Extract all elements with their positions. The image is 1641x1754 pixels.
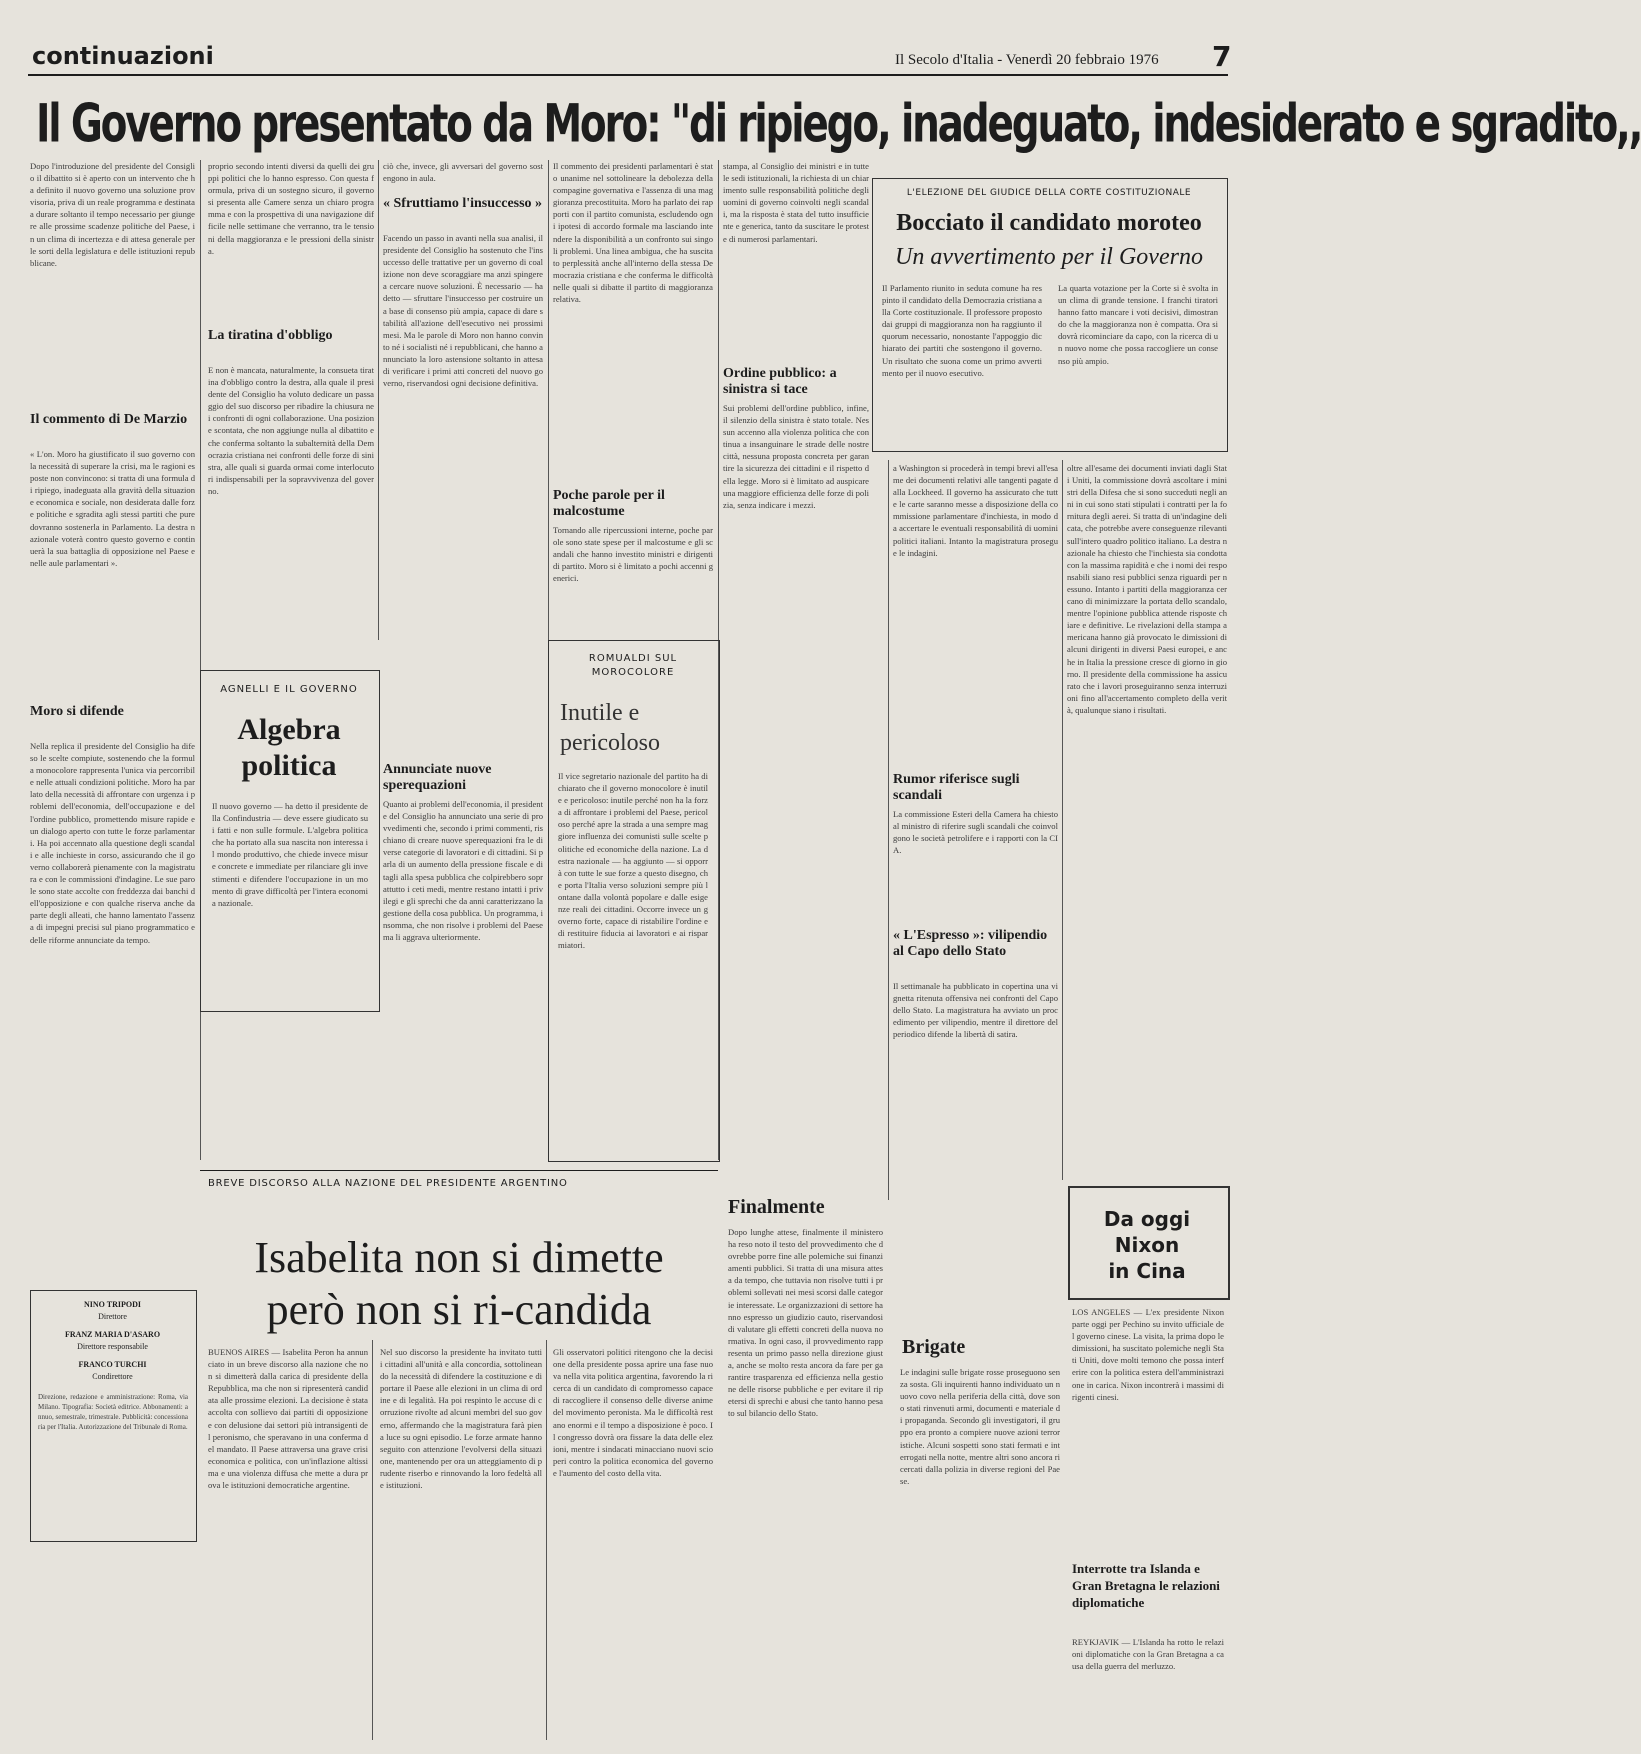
colophon-role: Direttore responsabile <box>77 1342 148 1351</box>
column-divider <box>372 1340 373 1740</box>
article-text: a Washington si procederà in tempi brevi all'esame dei documenti relativi alle tangenti pagate dalla Lockheed. Il governo ha assicurato che tutte le carte saranno messe a disposizione della commissione parlamentare d'inchiesta, in modo da accertare le eventuali responsabilità di uomini politici italiani. Intanto la magistratura prosegue le indagini. <box>893 463 1058 558</box>
article-text: Dopo l'introduzione del presidente del Consiglio il dibattito si è aperto con un intervento che ha definito il nuovo governo una soluzione provvisoria, priva di un reale programma e destinata a durare soltanto il tempo necessario per giungere alle prossime scadenze politiche del Paese, in un clima di incertezza e di attesa generale per le sorti della legislatura e delle istituzioni repubblicane. <box>30 161 195 268</box>
subhead-commento: Il commento di De Marzio <box>30 412 188 427</box>
article-text: E non è mancata, naturalmente, la consueta tiratina d'obbligo contro la destra, alla quale il presidente del Consiglio ha voluto dedicare un passaggio del suo discorso per ribadire la chiusura nei confronti di ogni collaborazione. Una posizione scontata, che non aggiunge nulla al dibattito e che conferma soltanto la subalternità della Democrazia cristiana nei confronti delle forze di sinistra, alle quali si guarda ormai come interlocutori indispensabili per la sopravvivenza del governo. <box>208 365 374 496</box>
colophon-role: Condirettore <box>92 1372 133 1381</box>
article-text: oltre all'esame dei documenti inviati dagli Stati Uniti, la commissione dovrà ascoltare i ministri della Difesa che si sono succeduti negli anni in cui sono stati stipulati i contratti per la fornitura degli aerei. Si tratta di un'indagine delicata, che potrebbe avere conseguenze rilevanti sull'intero quadro politico italiano. La destra nazionale ha chiesto che l'inchiesta sia condotta con la massima rapidità e che i nomi dei responsabili siano resi pubblici senza riguardi per nessuno. Intanto i partiti della maggioranza cercano di minimizzare la portata dello scandalo, mentre l'opinione pubblica attende risposte chiare e definitive. Le rivelazioni della stampa americana hanno già provocato le dimissioni di alcuni dirigenti in diversi Paesi europei, e anche in Italia la pressione cresce di giorno in giorno. Il presidente della commissione ha assicurato che i lavori proseguiranno senza interruzioni fino all'accertamento completo della verità, qualunque siano i risultati. <box>1067 463 1227 715</box>
article-text: ciò che, invece, gli avversari del governo sostengono in aula. <box>383 161 543 184</box>
article-text: La quarta votazione per la Corte si è svolta in un clima di grande tensione. I franchi tiratori hanno fatto mancare i voti decisivi, dimostrando che la maggioranza non è compatta. Ora si dovrà ricominciare da capo, con la ricerca di un nuovo nome che possa raccogliere un consenso più ampio. <box>1058 283 1218 366</box>
isabelita-title-1: Isabelita non si dimette <box>254 1233 664 1282</box>
article-text: Il vice segretario nazionale del partito ha dichiarato che il governo monocolore è inutile e pericoloso: inutile perché non ha la forza di affrontare i problemi del Paese, pericoloso perché apre la strada a una sempre maggiore influenza dei comunisti sulle scelte politiche ed economiche della nazione. La destra nazionale — ha aggiunto — si opporrà con tutte le sue forze a questo disegno, che porta l'Italia verso soluzioni sempre più lontane dalla volontà popolare e dalle esigenze reali dei cittadini. Occorre invece un governo forte, capace di ristabilire l'ordine e di restituire fiducia ai lavoratori e ai risparmiatori. <box>558 771 708 951</box>
article-text: Dopo lunghe attese, finalmente il ministero ha reso noto il testo del provvedimento che dovrebbe porre fine alle polemiche sui finanziamenti pubblici. Si tratta di una misura attesa da tempo, che tuttavia non risolve tutti i problemi sollevati nei mesi scorsi dalle categorie interessate. Le organizzazioni di settore hanno espresso un giudizio cauto, riservandosi di valutare gli effetti concreti della nuova normativa. In ogni caso, il provvedimento rappresenta un primo passo nella direzione giusta, anche se molto resta ancora da fare per garantire trasparenza ed efficienza nella gestione delle risorse pubbliche e per evitare il ripetersi di sprechi e abusi che tanto hanno pesato sul bilancio dello Stato. <box>728 1227 883 1419</box>
finalmente-title: Finalmente <box>728 1196 825 1218</box>
subhead-tiratina: La tiratina d'obbligo <box>208 328 333 343</box>
interrotte-title: Interrotte tra Islanda e Gran Bretagna le relazioni diplomatiche <box>1072 1561 1220 1610</box>
column-divider <box>546 1340 547 1740</box>
column-divider <box>1062 460 1063 1180</box>
colophon-role: Direttore <box>98 1312 127 1321</box>
subhead-poche: Poche parole per il malcostume <box>553 488 665 519</box>
article-text: Il Parlamento riunito in seduta comune ha respinto il candidato della Democrazia cristiana alla Corte costituzionale. Il professore proposto dai gruppi di maggioranza non ha raggiunto il quorum necessario, nonostante l'appoggio dichiarato dei partiti che sostengono il governo. Un risultato che suona come un primo avvertimento per il nuovo esecutivo. <box>882 283 1042 378</box>
subhead-rumor: Rumor riferisce sugli scandali <box>893 772 1020 803</box>
colophon-text: Direzione, redazione e amministrazione: Roma, via Milano. Tipografia: Società editrice. Abbonamenti: annuo, semestrale, trimestrale. Pubblicità: concessionaria per l'Italia. Autorizzazione del Tribunale di Roma. <box>38 1393 188 1431</box>
box-kicker: AGNELLI E IL GOVERNO <box>220 684 358 695</box>
isabelita-title-2: però non si ri-candida <box>266 1285 652 1334</box>
article-text: « L'on. Moro ha giustificato il suo governo con la necessità di superare la crisi, ma le ragioni esposte non convincono: si tratta di una formula di ripiego, inadeguata alla gravità della situazione economica e sociale, non desiderata dalle forze politiche e sgradita agli stessi partiti che pure dovranno sostenerla in Parlamento. La destra nazionale voterà contro questo governo e continuerà la sua battaglia di opposizione nel Paese e nelle aule parlamentari ». <box>30 449 195 568</box>
article-text: Le indagini sulle brigate rosse proseguono senza sosta. Gli inquirenti hanno individuato un nuovo covo nella periferia della città, dove sono stati rinvenuti armi, documenti e materiale di propaganda. Secondo gli investigatori, il gruppo era pronto a compiere nuove azioni terroristiche. Alcuni sospetti sono stati fermati e interrogati nella notte, mentre altri sono ancora ricercati dalla polizia in diverse regioni del Paese. <box>900 1367 1060 1486</box>
article-text: Nella replica il presidente del Consiglio ha difeso le scelte compiute, sostenendo che la formula monocolore rappresenta l'unica via percorribile nelle attuali condizioni politiche. Moro ha parlato della necessità di affrontare con urgenza i problemi dell'economia, dell'occupazione e dell'ordine pubblico, promettendo misure rapide e un dialogo aperto con tutte le forze parlamentari. Ha poi accennato alla questione degli scandali e alle inchieste in corso, assicurando che il governo collaborerà pienamente con la magistratura e con le commissioni d'indagine. Le sue parole sono state accolte con freddezza dai banchi dell'opposizione e con qualche riserva anche da parte degli alleati, che hanno lamentato l'assenza di impegni precisi sul piano programmatico e delle riforme annunciate da tempo. <box>30 741 195 945</box>
article-text: LOS ANGELES — L'ex presidente Nixon parte oggi per Pechino su invito ufficiale del governo cinese. La visita, la prima dopo le dimissioni, ha suscitato polemiche negli Stati Uniti, dove molti temono che possa interferire con la politica estera dell'amministrazione in carica. Nixon incontrerà i massimi dirigenti cinesi. <box>1072 1307 1224 1402</box>
article-text: BUENOS AIRES — Isabelita Peron ha annunciato in un breve discorso alla nazione che non si dimetterà dalla carica di presidente della Repubblica, ma che non si ripresenterà candidata alle prossime elezioni. La decisione è stata accolta con sollievo dai partiti di opposizione e con delusione dai settori più intransigenti del peronismo, che speravano in una conferma del mandato. Il Paese attraversa una grave crisi economica e politica, con un'inflazione altissima e una violenza diffusa che mette a dura prova le istituzioni democratiche argentine. <box>208 1347 368 1491</box>
colophon-name: FRANCO TURCHI <box>78 1360 147 1369</box>
article-text: Tornando alle ripercussioni interne, poche parole sono state spese per il malcostume e gli scandali che hanno investito ministri e dirigenti di partito. Moro si è limitato a pochi accenni generici. <box>553 525 713 584</box>
article-text: proprio secondo intenti diversi da quelli dei gruppi politici che lo hanno espresso. Con questa formula, priva di un sostegno sicuro, il governo si presenta alle Camere senza un chiaro programma e con la prospettiva di una navigazione difficile nelle settimane che verranno, tra le tensioni della maggioranza e le pressioni della sinistra. <box>208 161 374 256</box>
article-text: stampa, al Consiglio dei ministri e in tutte le sedi istituzionali, la richiesta di un chiarimento sulle responsabilità politiche degli uomini di governo coinvolti negli scandali, ma la risposta è stata del tutto insufficiente e generica, tanto da suscitare le proteste di numerosi parlamentari. <box>723 161 869 244</box>
colophon-name: FRANZ MARIA D'ASARO <box>64 1330 161 1339</box>
article-text: Sui problemi dell'ordine pubblico, infine, il silenzio della sinistra è stato totale. Nessun accenno alla violenza politica che continua a insanguinare le strade delle nostre città, nessuna proposta concreta per garantire la sicurezza dei cittadini e il rispetto della legge. Moro si è limitato ad auspicare una maggiore efficienza delle forze di polizia, senza indicare i mezzi. <box>723 403 869 510</box>
column-divider <box>378 160 379 640</box>
subhead-ordine: Ordine pubblico: a sinistra si tace <box>723 366 837 397</box>
nixon-line: Nixon <box>1114 1233 1180 1257</box>
column-divider <box>888 460 889 1200</box>
nixon-line: Da oggi <box>1103 1207 1191 1231</box>
article-text: La commissione Esteri della Camera ha chiesto al ministro di riferire sugli scandali che coinvolgono le società petrolifere e i rapporti con la CIA. <box>893 809 1058 856</box>
nixon-line: in Cina <box>1108 1259 1186 1283</box>
article-text: Gli osservatori politici ritengono che la decisione della presidente possa aprire una fase nuova nella vita politica argentina, favorendo la ricerca di un candidato di compromesso capace di raccogliere il consenso delle diverse anime del movimento peronista. Ma le difficoltà restano enormi e il tempo a disposizione è poco. Il congresso dovrà ora fissare la data delle elezioni, mentre i sindacati minacciano nuovi scioperi contro la politica economica del governo e l'aumento del costo della vita. <box>553 1347 713 1478</box>
page-number: 7 <box>1212 40 1232 73</box>
brigate-title: Brigate <box>902 1336 966 1358</box>
section-title: continuazioni <box>32 42 214 70</box>
article-text: REYKJAVIK — L'Islanda ha rotto le relazioni diplomatiche con la Gran Bretagna a causa della guerra del merluzzo. <box>1072 1637 1224 1672</box>
box-kicker: L'ELEZIONE DEL GIUDICE DELLA CORTE COSTITUZIONALE <box>906 188 1192 198</box>
main-headline: Il Governo presentato da Moro: "di ripiego, inadeguato, indesiderato e sgradito,, <box>36 94 1641 155</box>
masthead-rule <box>28 74 1228 76</box>
subhead-espresso: « L'Espresso »: vilipendio al Capo dello Stato <box>893 928 1048 959</box>
isabelita-kicker: BREVE DISCORSO ALLA NAZIONE DEL PRESIDENTE ARGENTINO <box>208 1178 568 1189</box>
box-title: Bocciato il candidato moroteo <box>896 210 1202 236</box>
article-text: Il nuovo governo — ha detto il presidente della Confindustria — deve essere giudicato sui fatti e non sulle formule. L'algebra politica che ha portato alla sua nascita non interessa il mondo produttivo, che chiede invece misure concrete e immediate per rilanciare gli investimenti e difendere l'occupazione in un momento di grave difficoltà per l'intera economia nazionale. <box>212 801 368 908</box>
box-kicker: ROMUALDI SUL MOROCOLORE <box>588 653 678 678</box>
section-rule <box>200 1170 718 1171</box>
subhead-moro-difende: Moro si difende <box>30 704 124 719</box>
article-text: Il settimanale ha pubblicato in copertina una vignetta ritenuta offensiva nei confronti del Capo dello Stato. La magistratura ha avviato un procedimento per vilipendio, mentre il direttore del periodico difende la libertà di satira. <box>893 981 1058 1040</box>
box-title: Algebra politica <box>237 713 341 782</box>
article-text: Facendo un passo in avanti nella sua analisi, il presidente del Consiglio ha sostenuto che l'insuccesso delle trattative per un governo di coalizione non deve scoraggiare ma anzi spingere a cercare nuove soluzioni. È necessario — ha detto — sfruttare l'insuccesso per costruire una base di consenso più ampia, capace di dare stabilità all'azione dell'esecutivo nei prossimi mesi. Ma le parole di Moro non hanno convinto né i socialisti né i repubblicani, che hanno annunciato la loro astensione soltanto in attesa di verificare i primi atti concreti del nuovo governo, riservandosi ogni decisione definitiva. <box>383 233 543 389</box>
subhead-sfruttiamo: « Sfruttiamo l'insuccesso » <box>383 196 543 211</box>
subhead-annunciate: Annunciate nuove sperequazioni <box>383 762 492 793</box>
paper-date: Il Secolo d'Italia - Venerdì 20 febbraio 1976 <box>895 52 1159 68</box>
box-subtitle: Un avvertimento per il Governo <box>895 244 1203 270</box>
box-title: Inutile e pericoloso <box>560 700 660 756</box>
article-text: Quanto ai problemi dell'economia, il presidente del Consiglio ha annunciato una serie di provvedimenti che, secondo i primi commenti, rischiano di creare nuove sperequazioni fra le diverse categorie di lavoratori e di cittadini. Si parla di un aumento della pressione fiscale e di tagli alla spesa pubblica che colpirebbero soprattutto i ceti medi, mentre restano intatti i privilegi e gli sprechi che da anni caratterizzano la gestione della cosa pubblica. Un programma, insomma, che non risolve i problemi del Paese ma li aggrava ulteriormente. <box>383 799 543 943</box>
article-text: Il commento dei presidenti parlamentari è stato unanime nel sottolineare la debolezza della compagine governativa e l'assenza di una maggioranza precostituita. Moro ha parlato dei rapporti con il partito comunista, escludendo ogni ipotesi di accordo formale ma lasciando intendere la disponibilità a un confronto sui singoli problemi. Una linea ambigua, che ha suscitato perplessità anche all'interno della stessa Democrazia cristiana e che conferma le difficoltà nelle quali si dibatte il partito di maggioranza relativa. <box>553 161 713 305</box>
article-text: Nel suo discorso la presidente ha invitato tutti i cittadini all'unità e alla concordia, sottolineando la necessità di difendere la costituzione e di portare il Paese alle elezioni in un clima di ordine e di legalità. Ha poi respinto le accuse di corruzione rivolte ad alcuni membri del suo governo, affermando che la magistratura farà piena luce su ogni episodio. Le forze armate hanno seguito con attenzione l'evolversi della situazione, mantenendo per ora un atteggiamento di prudente riserbo e rinnovando la loro fedeltà alle istituzioni. <box>380 1347 542 1491</box>
colophon-title: NINO TRIPODI <box>84 1300 141 1309</box>
